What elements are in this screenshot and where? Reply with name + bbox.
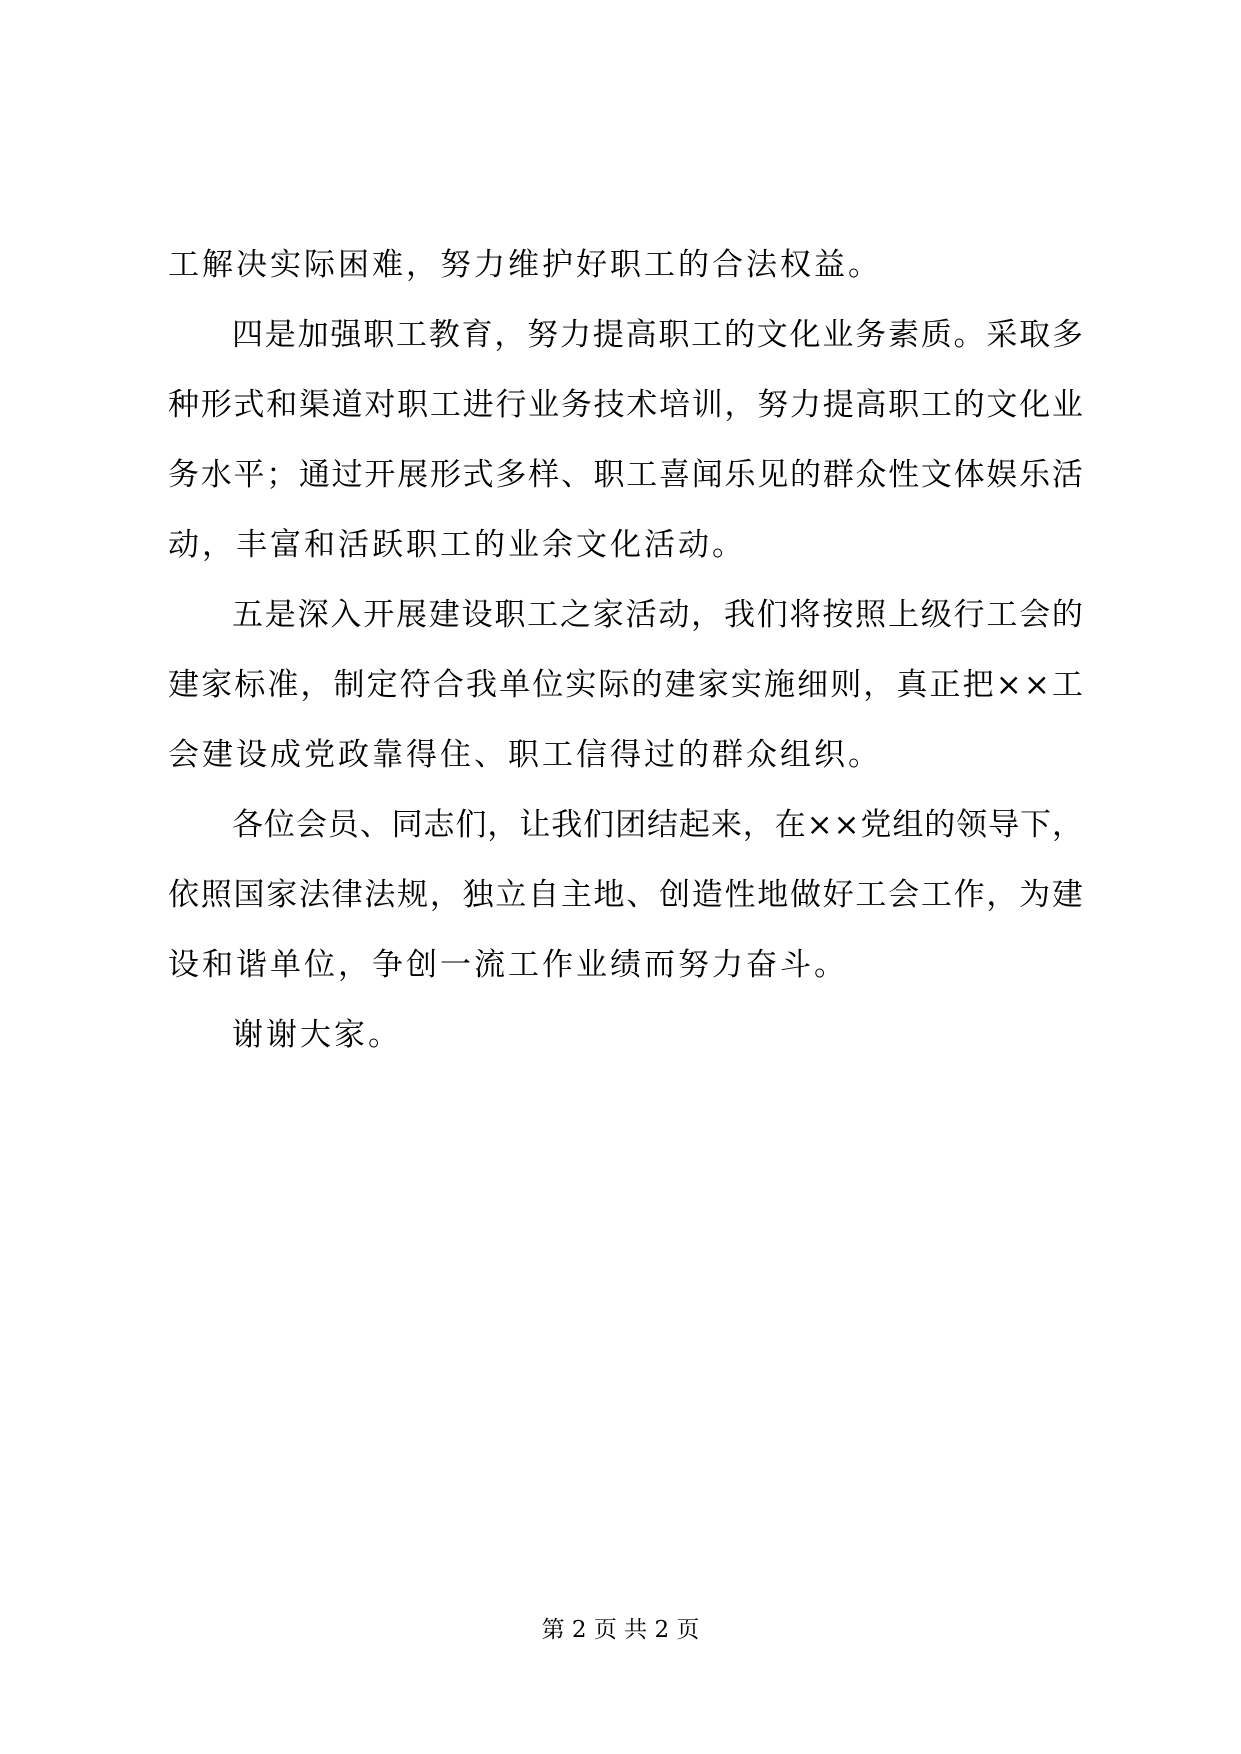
paragraph-2: [168, 300, 1083, 580]
paragraph-5: [168, 1000, 1083, 1070]
text-line: 会建设成党政靠得住、职工信得过的群众组织。: [168, 737, 882, 773]
text-line: 依 照 国 家 法 律 法 规 ， 独 立 自 主 地 、 创 造 性 地 做 好 工 会 工 作 ， 为 建: [168, 877, 1083, 913]
text-line: 建 家 标 准 ， 制 定 符 合 我 单 位 实 际 的 建 家 实 施 细 则 ， 真 正 把 × × 工: [168, 667, 1083, 703]
page-number-footer: 第 2 页 共 2 页: [541, 1617, 700, 1643]
text-line: 动，丰富和活跃职工的业余文化活动。: [168, 527, 746, 563]
paragraph-1: [168, 230, 1083, 300]
text-line: 谢谢大家。: [232, 1017, 402, 1053]
text-line: 五 是 深 入 开 展 建 设 职 工 之 家 活 动 ， 我 们 将 按 照 上 级 行 工 会 的: [232, 597, 1083, 633]
text-line: 四 是 加 强 职 工 教 育 ， 努 力 提 高 职 工 的 文 化 业 务 素 质 。 采 取 多: [232, 317, 1083, 353]
document-body: [168, 230, 1083, 1070]
paragraph-3: [168, 580, 1083, 790]
text-line: 种 形 式 和 渠 道 对 职 工 进 行 业 务 技 术 培 训 ， 努 力 提 高 职 工 的 文 化 业: [168, 387, 1083, 423]
text-line: 设和谐单位，争创一流工作业绩而努力奋斗。: [168, 947, 848, 983]
text-line: 务 水 平 ； 通 过 开 展 形 式 多 样 、 职 工 喜 闻 乐 见 的 群 众 性 文 体 娱 乐 活: [168, 457, 1083, 493]
text-line: 工解决实际困难，努力维护好职工的合法权益。: [168, 247, 882, 283]
text-line: 各 位 会 员 、 同 志 们 ， 让 我 们 团 结 起 来 ， 在 × × 党 组 的 领 导 下 ，: [232, 807, 1083, 843]
paragraph-4: [168, 790, 1083, 1000]
